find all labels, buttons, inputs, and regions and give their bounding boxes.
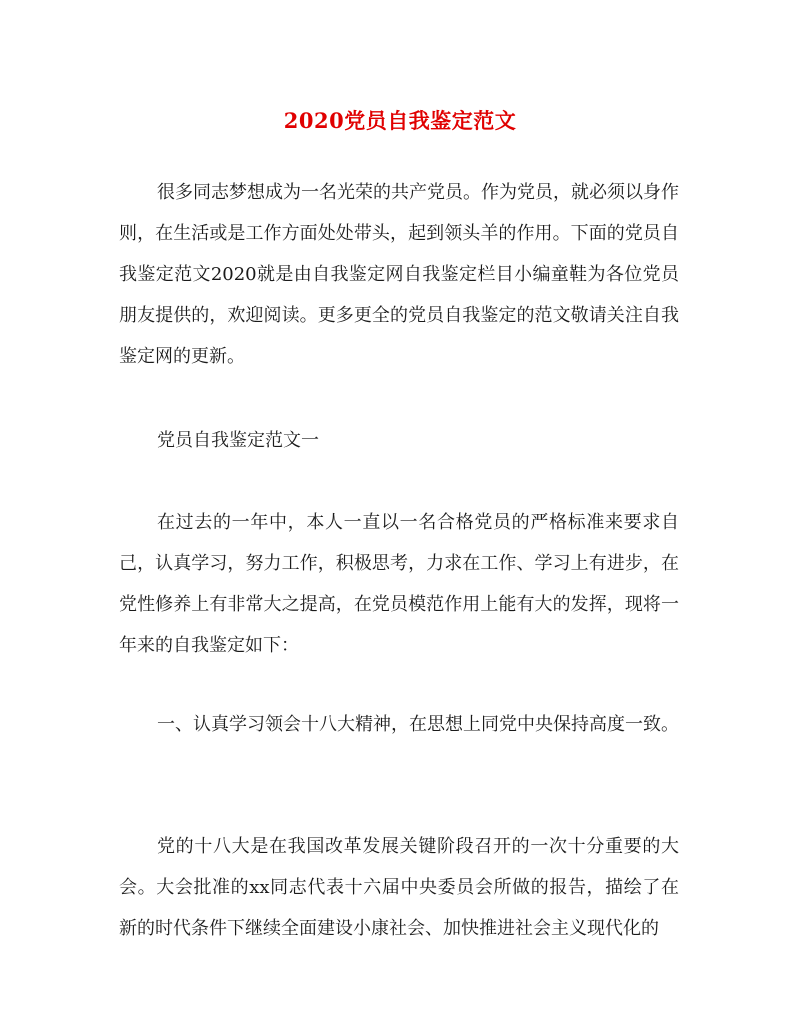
paragraph-body: 党的十八大是在我国改革发展关键阶段召开的一次十分重要的大会。大会批准的xx同志代表十六届中央委员会所做的报告，描绘了在新的时代条件下继续全面建设小康社会、加快推进社会主义现代化的 xyxy=(119,836,679,939)
paragraph-intro: 很多同志梦想成为一名光荣的共产党员。作为党员，就必须以身作则，在生活或是工作方面处处带头，起到领头羊的作用。下面的党员自我鉴定范文2020就是由自我鉴定网自我鉴定栏目小编童鞋为各位党员朋友提供的，欢迎阅读。更多更全的党员自我鉴定的范文敬请关注自我鉴定网的更新。 xyxy=(119,182,679,367)
section-heading: 党员自我鉴定范文一 xyxy=(157,430,319,451)
paragraph-overview: 在过去的一年中，本人一直以一名合格党员的严格标准来要求自己，认真学习，努力工作，积极思考，力求在工作、学习上有进步，在党性修养上有非常大之提高，在党员模范作用上能有大的发挥，现将一年来的自我鉴定如下： xyxy=(119,512,679,656)
section-subheading: 一、认真学习领会十八大精神，在思想上同党中央保持高度一致。 xyxy=(157,714,679,735)
document-title: 2020党员自我鉴定范文 xyxy=(283,108,517,133)
